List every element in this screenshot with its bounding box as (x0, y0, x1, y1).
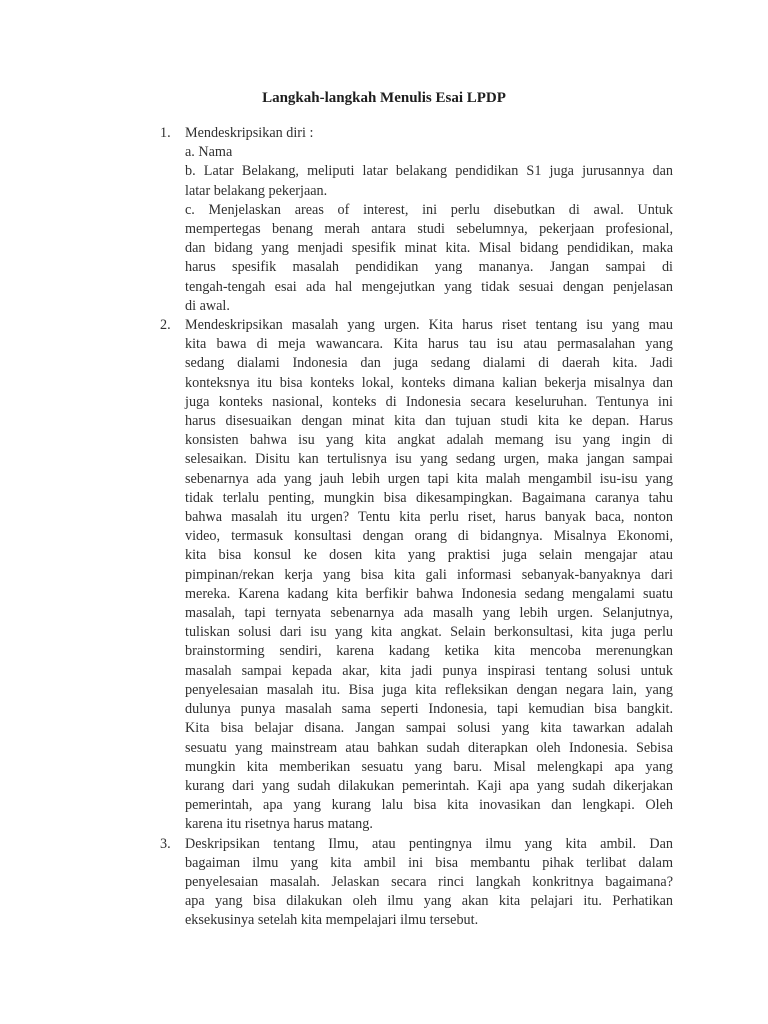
steps-list (160, 124, 673, 931)
list-item-number: 1. (160, 125, 171, 141)
text-line: di awal. (185, 297, 230, 314)
text-line: apa yang bisa dilakukan oleh ilmu yang akan kita pelajari itu. Perhatikan (185, 893, 673, 910)
text-line: tidak terlalu penting, mungkin bisa dikesampingkan. Bagaimana caranya tahu (185, 489, 673, 506)
text-line: juga konteks nasional, konteks di Indonesia secara keseluruhan. Tentunya ini (185, 393, 673, 410)
text-line: video, termasuk konsultasi dengan orang di bidangnya. Misalnya Ekonomi, (185, 528, 673, 545)
text-line: harus spesifik masalah pendidikan yang mananya. Jangan sampai di (185, 259, 673, 276)
text-line: harus disesuaikan dengan minat kita dan tujuan studi kita ke depan. Harus (185, 413, 673, 430)
text-line: Mendeskripsikan diri : (185, 125, 314, 141)
text-line: sedang dialami Indonesia dan juga sedang dialami di daerah kita. Jadi (185, 355, 673, 372)
text-line: mereka. Karena kadang kita berfikir bahwa Indonesia sedang mengalami suatu (185, 585, 673, 602)
list-item (160, 124, 673, 316)
text-line: penyelesaian masalah. Jelaskan secara rinci langkah konkritnya bagaimana? (185, 873, 673, 890)
text-line: Kita bisa belajar disana. Jangan sampai solusi yang kita tawarkan adalah (185, 720, 673, 737)
text-line: b. Latar Belakang, meliputi latar belakang pendidikan S1 juga jurusannya dan (185, 163, 673, 180)
text-line: c. Menjelaskan areas of interest, ini perlu disebutkan di awal. Untuk (185, 201, 673, 218)
text-line: dulunya punya masalah sama seperti Indonesia, tapi kemudian bisa bangkit. (185, 701, 673, 718)
list-item (160, 316, 673, 834)
text-line: Deskripsikan tentang Ilmu, atau pentingnya ilmu yang kita ambil. Dan (185, 835, 673, 852)
text-line: bagaiman ilmu yang kita ambil ini bisa membantu pihak terlibat dalam (185, 854, 673, 871)
text-line: pimpinan/rekan kerja yang bisa kita gali informasi sebanyak-banyaknya dari (185, 566, 673, 583)
text-line: brainstorming sendiri, karena kadang ketika kita mencoba merenungkan (185, 643, 673, 660)
text-line: konteksnya itu bisa konteks lokal, konteks dimana kalian bekerja misalnya dan (185, 374, 673, 391)
list-item-number: 2. (160, 317, 171, 334)
text-line: mungkin kita memberikan sesuatu yang baru. Misal melengkapi apa yang (185, 758, 673, 775)
list-item (160, 835, 673, 931)
text-line: bahwa masalah itu urgen? Tentu kita perlu riset, harus banyak baca, nonton (185, 509, 673, 526)
text-line: konsisten bahwa isu yang kita angkat adalah memang isu yang ingin di (185, 432, 673, 449)
text-line: masalah sampai kepada akar, kita jadi punya inspirasi tentang solusi untuk (185, 662, 673, 679)
text-line: kurang dari yang sudah dilakukan pemerintah. Kaji apa yang sudah dikerjakan (185, 777, 673, 794)
text-line: latar belakang pekerjaan. (185, 182, 328, 199)
document-title: Langkah-langkah Menulis Esai LPDP (262, 90, 506, 106)
text-line: Mendeskripsikan masalah yang urgen. Kita harus riset tentang isu yang mau (185, 317, 673, 334)
text-line: eksekusinya setelah kita mempelajari ilmu tersebut. (185, 912, 479, 929)
text-line: a. Nama (185, 144, 233, 161)
text-line: masalah, tapi ternyata sebenarnya ada masalh yang lebih urgen. Selanjutnya, (185, 605, 673, 622)
text-line: sebenarnya ada yang jauh lebih urgen tapi kita malah mengambil isu-isu yang (185, 470, 673, 487)
list-item-number: 3. (160, 835, 171, 852)
text-line: tuliskan solusi dari isu yang kita angkat. Selain berkonsultasi, kita juga perlu (185, 624, 673, 641)
text-line: selesaikan. Disitu kan tertulisnya isu yang sedang urgen, maka jangan sampai (185, 451, 673, 468)
text-line: pemerintah, apa yang kurang lalu bisa kita inovasikan dan lengkapi. Oleh (185, 797, 673, 814)
text-line: kita bawa di meja wawancara. Kita harus tau isu atau permasalahan yang (185, 336, 673, 353)
text-line: sesuatu yang mainstream atau bahkan sudah diterapkan oleh Indonesia. Sebisa (185, 739, 673, 756)
text-line: dan bidang yang menjadi spesifik minat kita. Misal bidang pendidikan, maka (185, 240, 673, 257)
text-line: kita bisa konsul ke dosen kita yang praktisi juga selain mengajar atau (185, 547, 673, 564)
text-line: tengah-tengah esai ada hal mengejutkan yang tidak sesuai dengan penjelasan (185, 278, 673, 295)
text-line: mempertegas benang merah antara studi sebelumnya, pekerjaan profesional, (185, 221, 673, 238)
text-line: penyelesaian masalah itu. Bisa juga kita refleksikan dengan negara lain, yang (185, 681, 673, 698)
text-line: karena itu risetnya harus matang. (185, 816, 373, 833)
